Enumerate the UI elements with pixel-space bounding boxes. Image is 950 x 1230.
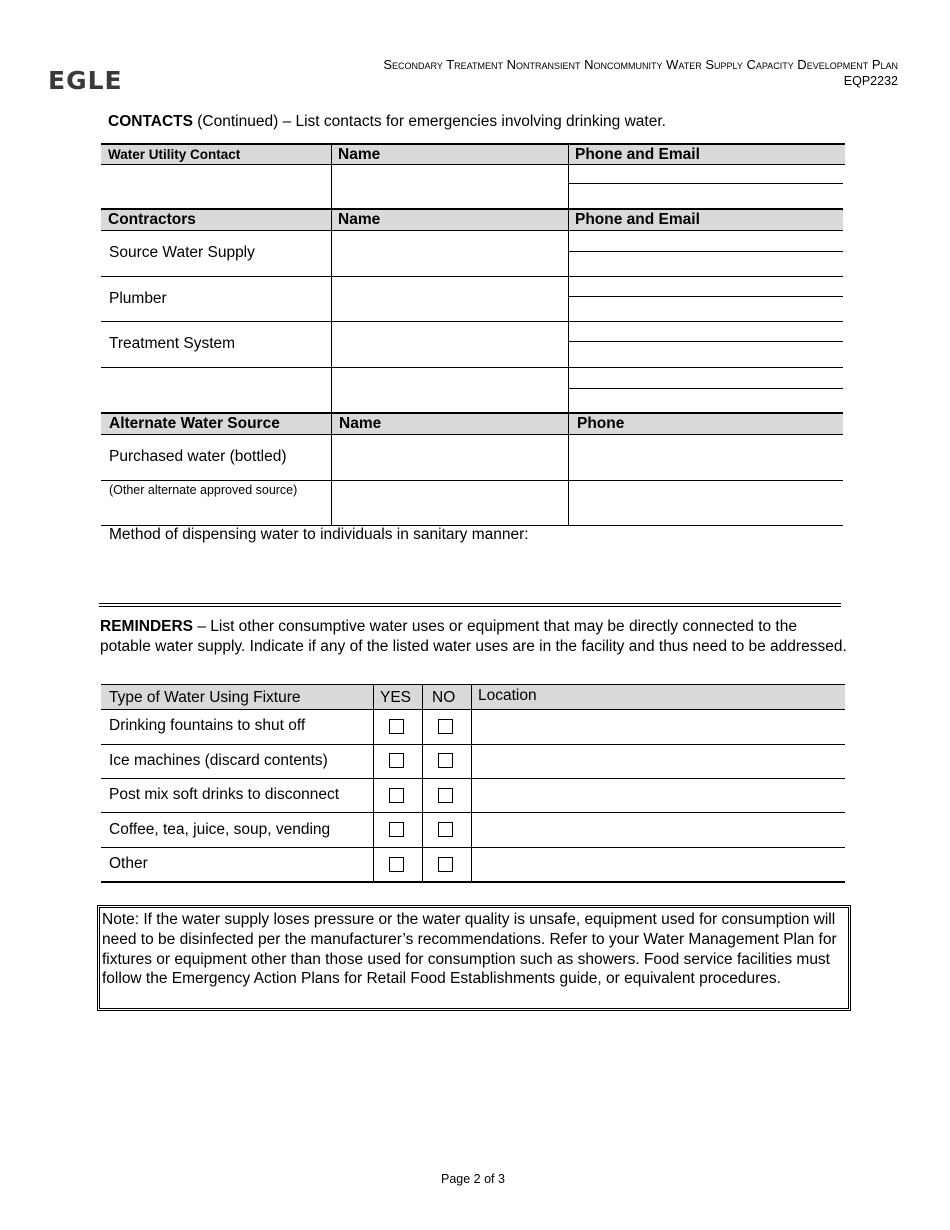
contacts-heading: CONTACTS	[108, 113, 193, 130]
contractor-row-treatment: Treatment System	[109, 335, 236, 352]
document-title: Secondary Treatment Nontransient Noncommunity Water Supply Capacity Development Plan	[383, 57, 898, 72]
water-utility-header: Water Utility Contact	[108, 147, 241, 162]
disinfection-note: Note: If the water supply loses pressure or the water quality is unsafe, equipment used for consumption will need to be disinfected per the manufacturer’s recommendations. Refer to your Water Management Plan for fixtures or equipment other than those used for consumption such as showers. Food service facilities must follow the Emergency Action Plans for Retail Food Establishments guide, or equivalent procedures.	[97, 905, 851, 1011]
reminders-paragraph	[100, 617, 850, 656]
yes-checkbox[interactable]	[389, 822, 404, 837]
document-header	[383, 56, 898, 90]
fixture-row-coffee: Coffee, tea, juice, soup, vending	[109, 821, 331, 838]
dispensing-method-label: Method of dispensing water to individuals in sanitary manner:	[109, 526, 529, 543]
alternate-name-header: Name	[339, 415, 382, 432]
reminders-heading: REMINDERS	[100, 618, 194, 635]
alternate-source-header: Alternate Water Source	[109, 415, 280, 432]
yes-checkbox[interactable]	[389, 719, 404, 734]
no-checkbox[interactable]	[438, 788, 453, 803]
fixture-row-ice-machines: Ice machines (discard contents)	[109, 752, 328, 769]
fixture-row-drinking-fountains: Drinking fountains to shut off	[109, 717, 306, 734]
contractors-name-header: Name	[338, 211, 381, 228]
alternate-row-other: (Other alternate approved source)	[109, 483, 298, 497]
no-column-header: NO	[432, 689, 456, 706]
yes-checkbox[interactable]	[389, 753, 404, 768]
no-checkbox[interactable]	[438, 719, 453, 734]
egle-logo: EGLE	[48, 66, 123, 95]
contractors-header: Contractors	[108, 211, 196, 228]
no-checkbox[interactable]	[438, 857, 453, 872]
fixture-row-other: Other	[109, 855, 148, 872]
contractor-row-plumber: Plumber	[109, 290, 167, 307]
reminders-text: – List other consumptive water uses or equipment that may be directly connected to the potable water supply. Indicate if any of the listed water uses are in the facility and thus need to be addressed.	[100, 618, 847, 655]
water-utility-name-header: Name	[338, 146, 381, 163]
fixture-row-soft-drinks: Post mix soft drinks to disconnect	[109, 786, 340, 803]
contractors-phone-header: Phone and Email	[575, 211, 700, 228]
yes-checkbox[interactable]	[389, 788, 404, 803]
no-checkbox[interactable]	[438, 822, 453, 837]
alternate-phone-header: Phone	[577, 415, 625, 432]
no-checkbox[interactable]	[438, 753, 453, 768]
yes-column-header: YES	[380, 689, 412, 706]
fixture-column-header: Type of Water Using Fixture	[109, 689, 301, 706]
contacts-intro	[108, 113, 666, 131]
location-column-header: Location	[478, 687, 537, 704]
water-utility-phone-header: Phone and Email	[575, 146, 700, 163]
page-number: Page 2 of 3	[441, 1172, 505, 1186]
form-number: EQP2232	[843, 74, 898, 88]
contacts-intro-text: (Continued) – List contacts for emergencies involving drinking water.	[192, 113, 666, 130]
yes-checkbox[interactable]	[389, 857, 404, 872]
contractor-row-source-water: Source Water Supply	[109, 244, 255, 261]
alternate-row-bottled: Purchased water (bottled)	[109, 448, 287, 465]
